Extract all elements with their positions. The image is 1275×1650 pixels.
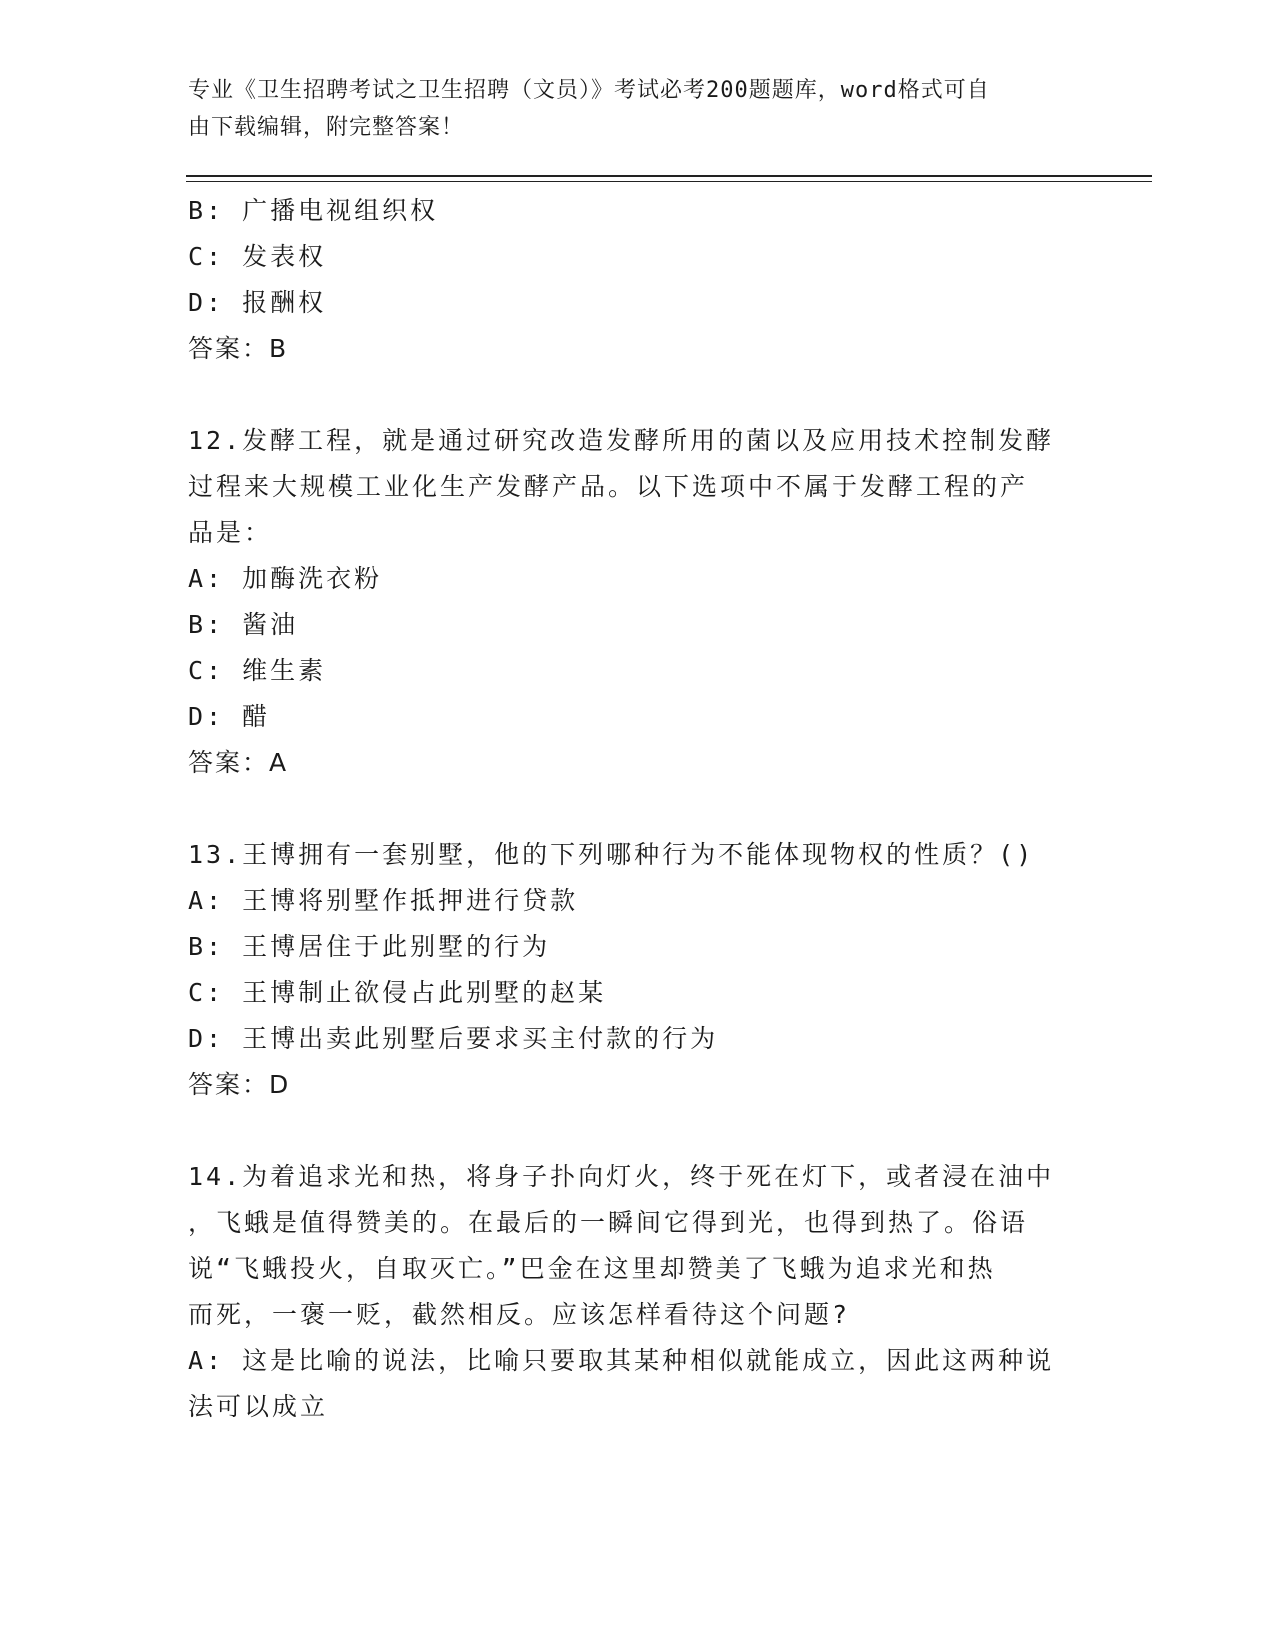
header-rule-thick bbox=[186, 175, 1152, 177]
header-rule-thin bbox=[186, 181, 1152, 182]
question-stem-line: 14.为着追求光和热，将身子扑向灯火，终于死在灯下，或者浸在油中 bbox=[188, 1162, 1055, 1191]
question-11 bbox=[188, 188, 1068, 372]
option-b: B: 王博居住于此别墅的行为 bbox=[188, 932, 551, 961]
document-header bbox=[188, 72, 1068, 146]
option-a-continued: 法可以成立 bbox=[188, 1392, 329, 1421]
question-stem-line: ，飞蛾是值得赞美的。在最后的一瞬间它得到光，也得到热了。俗语 bbox=[188, 1208, 1029, 1237]
option-c: C: 发表权 bbox=[188, 242, 327, 271]
spacer bbox=[188, 372, 1068, 418]
question-stem-line: 12.发酵工程，就是通过研究改造发酵所用的菌以及应用技术控制发酵 bbox=[188, 426, 1055, 455]
answer-line: 答案：D bbox=[188, 1070, 291, 1099]
option-c: C: 王博制止欲侵占此别墅的赵某 bbox=[188, 978, 607, 1007]
answer-line: 答案：B bbox=[188, 334, 289, 363]
option-c: C: 维生素 bbox=[188, 656, 327, 685]
answer-line: 答案：A bbox=[188, 748, 289, 777]
option-b: B: 广播电视组织权 bbox=[188, 196, 439, 225]
question-stem-line: 说“飞蛾投火，自取灭亡。”巴金在这里却赞美了飞蛾为追求光和热 bbox=[188, 1254, 996, 1283]
question-14 bbox=[188, 1154, 1068, 1430]
spacer bbox=[188, 786, 1068, 832]
option-a: A: 王博将别墅作抵押进行贷款 bbox=[188, 886, 579, 915]
option-a: A: 这是比喻的说法，比喻只要取其某种相似就能成立，因此这两种说 bbox=[188, 1346, 1055, 1375]
question-stem-line: 过程来大规模工业化生产发酵产品。以下选项中不属于发酵工程的产 bbox=[188, 472, 1029, 501]
header-line-1: 专业《卫生招聘考试之卫生招聘（文员）》考试必考200题题库，word格式可自 bbox=[188, 78, 990, 103]
option-d: D: 醋 bbox=[188, 702, 271, 731]
question-stem-line: 13.王博拥有一套别墅，他的下列哪种行为不能体现物权的性质？() bbox=[188, 840, 1035, 869]
question-13 bbox=[188, 832, 1068, 1108]
option-a: A: 加酶洗衣粉 bbox=[188, 564, 383, 593]
header-line-2: 由下载编辑，附完整答案！ bbox=[188, 115, 465, 140]
question-stem-line: 而死，一褒一贬，截然相反。应该怎样看待这个问题? bbox=[188, 1300, 851, 1329]
option-d: D: 王博出卖此别墅后要求买主付款的行为 bbox=[188, 1024, 719, 1053]
option-d: D: 报酬权 bbox=[188, 288, 327, 317]
question-stem-line: 品是： bbox=[188, 518, 273, 547]
question-12 bbox=[188, 418, 1068, 786]
spacer bbox=[188, 1108, 1068, 1154]
question-content bbox=[188, 188, 1068, 1430]
option-b: B: 酱油 bbox=[188, 610, 299, 639]
